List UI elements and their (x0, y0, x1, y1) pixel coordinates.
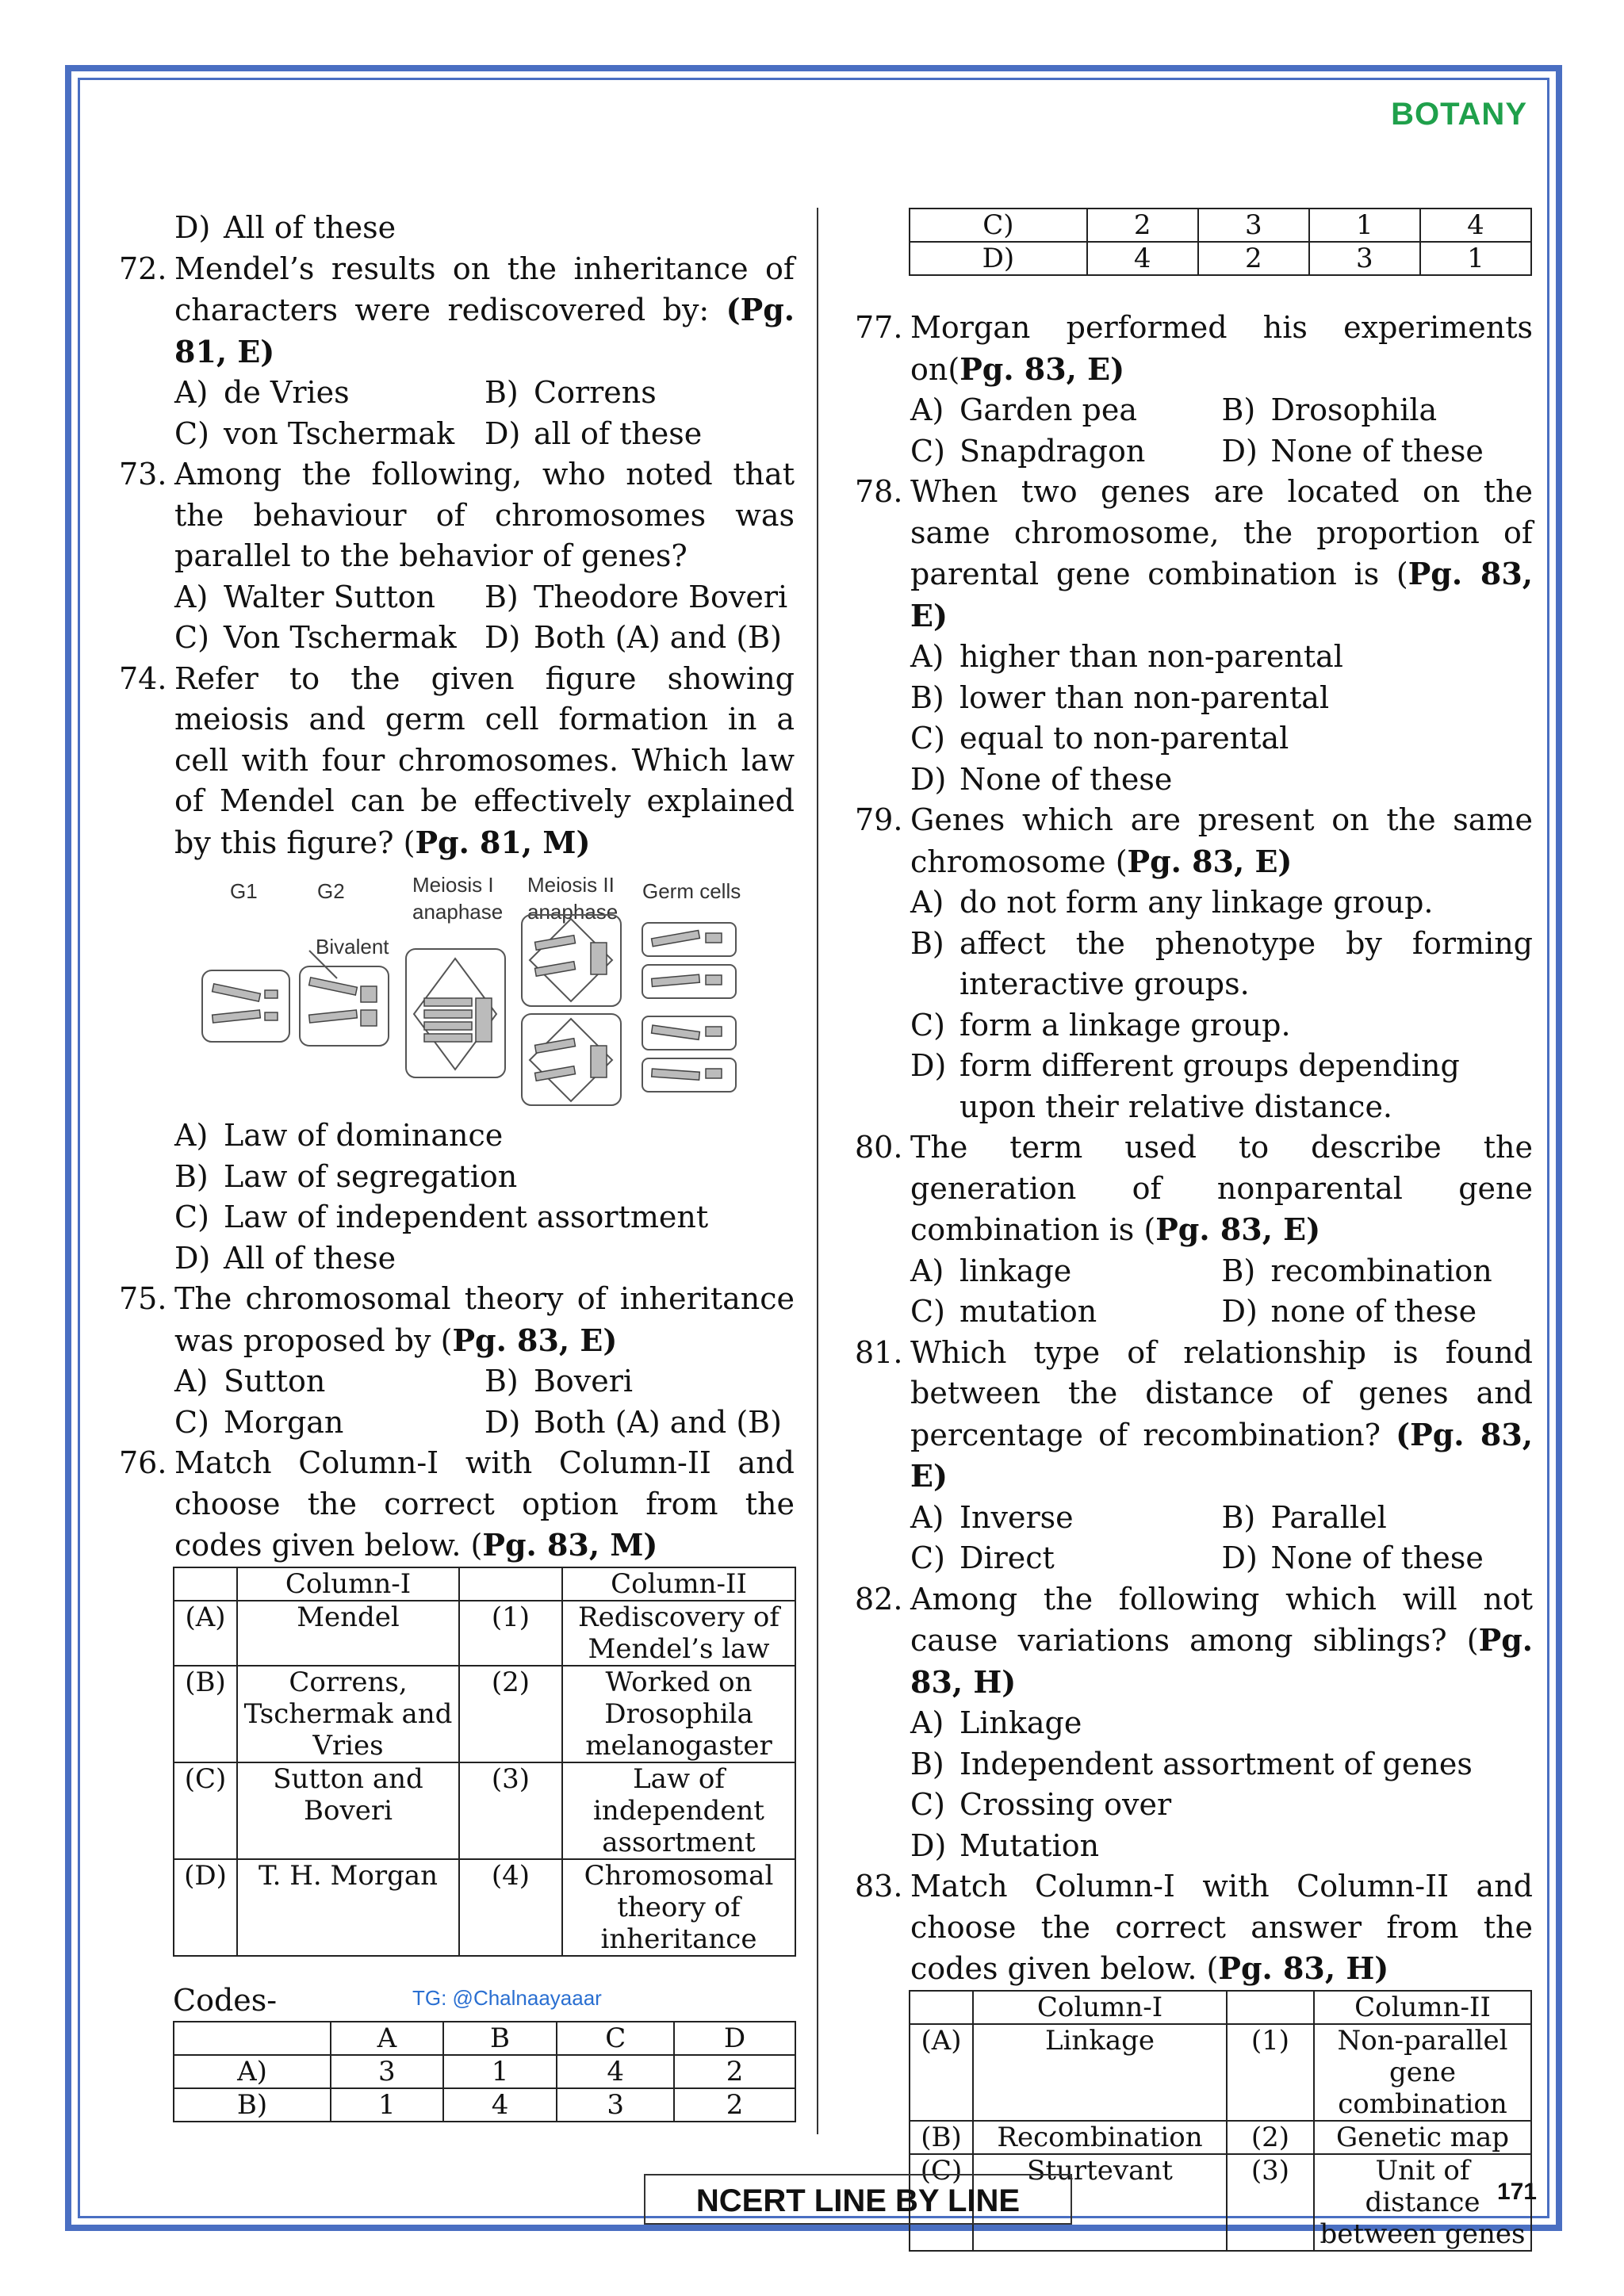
table-row: (A) Mendel (1) Rediscovery of Mendel’s law (174, 1601, 795, 1666)
table-row: (C) Sutton and Boveri (3) Law of independent assortment (174, 1762, 795, 1859)
question-77: 77. Morgan performed his experiments on(Pg. 83, E) (855, 310, 1533, 387)
fig-label-g2: G2 (317, 879, 345, 903)
q73-options-row1: A) Walter Sutton B) Theodore Boveri (174, 579, 788, 614)
q76-codes-table-part2 (909, 208, 1532, 276)
table-header-row: Column-I Column-II (174, 1567, 795, 1601)
table-row: (B) Correns, Tschermak and Vries (2) Worked on Drosophila melanogaster (174, 1666, 795, 1762)
question-80: 80. The term used to describe the generation of nonparental gene combination is (Pg. 83, E) (855, 1130, 1533, 1247)
option-prev-d: D) All of these (174, 210, 396, 245)
q82-option-c: C) Crossing over (910, 1787, 1172, 1822)
q74-option-b: B) Law of segregation (174, 1158, 518, 1194)
fig-label-meiosis2: Meiosis II anaphase (527, 873, 619, 924)
footer-title: NCERT LINE BY LINE (644, 2174, 1072, 2225)
q81-options-row2: C) Direct D) None of these (910, 1540, 1484, 1575)
q79-option-c: C) form a linkage group. (910, 1007, 1291, 1043)
table-row: A) 3 1 4 2 (174, 2055, 795, 2088)
left-column (119, 208, 795, 2122)
watermark-text: TG: @Chalnaayaaar (412, 1986, 602, 2010)
q79-option-b: B) affect the phenotype by forming interactive groups. (910, 925, 1533, 1001)
meiosis-figure (198, 871, 880, 1109)
question-83: 83. Match Column-I with Column-II and choose the correct answer from the codes given below. (Pg. 83, H) (855, 1869, 1533, 1986)
question-75: 75. The chromosomal theory of inheritance was proposed by (Pg. 83, E) (119, 1281, 795, 1358)
question-81: 81. Which type of relationship is found between the distance of genes and percentage of recombination? (Pg. 83, E) (855, 1334, 1533, 1494)
table-row: (B) Recombination (2) Genetic map (910, 2121, 1531, 2154)
q79-option-a: A) do not form any linkage group. (910, 885, 1434, 920)
q79-option-d: D) form different groups depending upon their relative distance. (910, 1048, 1460, 1124)
q76-match-table (173, 1567, 796, 1957)
q72-options-row2: C) von Tschermak D) all of these (174, 415, 703, 451)
meiosis-diagram-svg (198, 871, 801, 1109)
question-78: 78. When two genes are located on the same chromosome, the proportion of parental gene combination is (Pg. 83, E) (855, 474, 1533, 633)
table-header-row: Column-I Column-II (910, 1991, 1531, 2024)
table-row: C) 2 3 1 4 (910, 209, 1531, 242)
table-row: (C) Sturtevant (3) Unit of distance between genes (910, 2154, 1531, 2251)
q81-options-row1: A) Inverse B) Parallel (910, 1499, 1387, 1535)
q78-option-a: A) higher than non-parental (910, 639, 1343, 674)
table-row: D) 4 2 3 1 (910, 242, 1531, 275)
table-row: (A) Linkage (1) Non-parallel gene combination (910, 2024, 1531, 2121)
fig-label-g1: G1 (230, 879, 258, 903)
q80-options-row2: C) mutation D) none of these (910, 1294, 1477, 1329)
page-number: 171 (1496, 2179, 1537, 2205)
q74-option-d: D) All of these (174, 1240, 396, 1276)
cell-g1 (202, 970, 289, 1042)
q76-codes-table-part1 (173, 2021, 796, 2122)
table-row: (D) T. H. Morgan (4) Chromosomal theory of inheritance (174, 1859, 795, 1956)
question-82: 82. Among the following which will not cause variations among siblings? (Pg. 83, H) (855, 1581, 1533, 1700)
q74-option-a: A) Law of dominance (174, 1118, 504, 1153)
fig-label-bivalent: Bivalent (316, 935, 389, 959)
fig-label-meiosis1: Meiosis I anaphase (412, 873, 504, 924)
q82-option-d: D) Mutation (910, 1827, 1100, 1863)
subject-header: BOTANY (1391, 97, 1527, 132)
table-header-row: A B C D (174, 2022, 795, 2055)
q75-options-row2: C) Morgan D) Both (A) and (B) (174, 1404, 782, 1440)
q82-option-b: B) Independent assortment of genes (910, 1746, 1473, 1781)
question-79: 79. Genes which are present on the same chromosome (Pg. 83, E) (855, 802, 1533, 879)
q78-option-c: C) equal to non-parental (910, 721, 1289, 756)
q77-options-row1: A) Garden pea B) Drosophila (910, 392, 1438, 427)
column-divider (817, 208, 818, 2134)
question-73: 73. Among the following, who noted that the behaviour of chromosomes was parallel to the behavior of genes? (119, 457, 795, 573)
q73-options-row2: C) Von Tschermak D) Both (A) and (B) (174, 620, 782, 655)
q75-options-row1: A) Sutton B) Boveri (174, 1364, 634, 1399)
q77-options-row2: C) Snapdragon D) None of these (910, 433, 1484, 469)
q80-options-row1: A) linkage B) recombination (910, 1253, 1492, 1288)
fig-label-germ-cells: Germ cells (642, 879, 741, 903)
right-column (855, 208, 1533, 2252)
question-76: 76. Match Column-I with Column-II and choose the correct option from the codes given below. (Pg. 83, M) (119, 1445, 795, 1563)
bivalent-pointer (309, 951, 337, 978)
table-row: B) 1 4 3 2 (174, 2088, 795, 2122)
q74-option-c: C) Law of independent assortment (174, 1200, 709, 1234)
question-72: 72. Mendel’s results on the inheritance of characters were rediscovered by: (Pg. 81, E) (119, 251, 795, 369)
q72-options-row1: A) de Vries B) Correns (174, 375, 657, 410)
q78-option-d: D) None of these (910, 761, 1173, 797)
codes-label: Codes- (173, 1982, 278, 2018)
q82-option-a: A) Linkage (910, 1705, 1082, 1740)
q78-option-b: B) lower than non-parental (910, 679, 1330, 715)
question-74: 74. Refer to the given figure showing meiosis and germ cell formation in a cell with four chromosomes. Which law of Mendel can be effectively explained by this figure? (Pg. 81, M) (119, 660, 795, 860)
